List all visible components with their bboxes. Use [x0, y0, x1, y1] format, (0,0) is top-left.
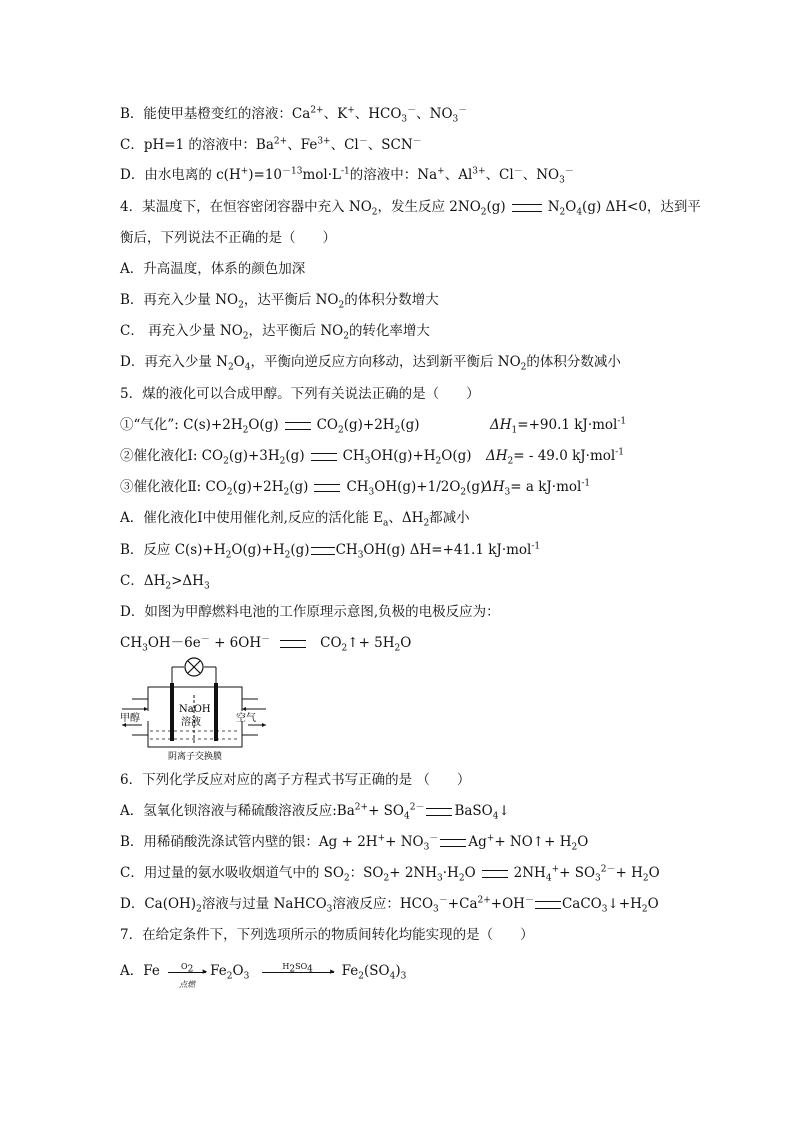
q5-option-c: C．$\Delta H_2>\Delta H_3$ — [120, 573, 210, 592]
electrolyte-label-2: 溶液 — [181, 717, 201, 728]
q7-stem: 7．在给定条件下，下列选项所示的物质间转化均能实现的是（ ） — [120, 927, 534, 943]
q5-stem: 5．煤的液化可以合成甲醇。下列有关说法正确的是（ ） — [120, 386, 480, 402]
q5-dh3: $\Delta H_3= a$ kJ·mol$^{-1}$ — [483, 478, 591, 498]
membrane-label: 阴离子交换膜 — [168, 752, 223, 762]
q5-dh1: $\Delta H_1=+90.1$ kJ·mol$^{-1}$ — [490, 416, 627, 436]
electrolyte-label-1: NaOH — [179, 704, 211, 715]
equilibrium-sign — [512, 204, 542, 212]
fuel-cell-diagram — [118, 655, 268, 763]
q6-option-c: C．用过量的氨水吸收烟道气中的 $SO_2$：$SO_2+ 2NH_3\cdot H_2O$ $2NH_4^++ SO_3^{2-}+ H_2O$ — [120, 864, 660, 884]
q7-option-a: A．Fe $O_2$ ▸ 点燃 $Fe_2O_3$ $H_2SO_4$ ▸ $Fe_2(SO_4)_3$ — [120, 962, 407, 989]
q4-stem-line2: 衡后，下列说法不正确的是（ ） — [120, 230, 336, 246]
q6-option-a: A．氢氧化钡溶液与稀硫酸溶液反应$:Ba^{2+}+ SO_4^{2-}$ BaSO$_4$↓ — [120, 802, 510, 822]
q4-option-c: C． 再充入少量 $NO_2$，达平衡后 $NO_2$的转化率增大 — [120, 323, 430, 342]
q5-option-a: A．催化液化Ⅰ中使用催化剂,反应的活化能 $E_a$、$\Delta H_2$都减小 — [120, 510, 470, 529]
q5-option-d-equation: $CH_3OH-6e^- + 6OH^-$ $CO_2↑+ 5H_2O$ — [120, 634, 412, 654]
q4-option-a: A．升高温度，体系的颜色加深 — [120, 261, 306, 277]
q5-equation-3: ③催化液化Ⅱ: $CO_2(g)+2H_2(g)$ $CH_3OH(g)+1/2O_2(g)$ — [120, 479, 486, 498]
q3-option-c: C．pH=1 的溶液中：$Ba^{2+}$、$Fe^{3+}$、Cl－、SCN－ — [120, 136, 422, 153]
reaction-arrow-1: $O_2$ ▸ 点燃 — [168, 970, 206, 973]
q3-option-d: D．由水电离的 $c(H^+)=10^{-13}mol\cdot L^{-1}$的溶液中：Na+、$Al^{3+}$、Cl－、$NO_3^-$ — [120, 166, 574, 186]
air-label: 空气 — [236, 713, 256, 724]
q4-option-d: D．再充入少量 $N_2O_4$，平衡向逆反应方向移动，达到新平衡后 $NO_2$的体积分数减小 — [120, 354, 621, 373]
q5-option-d: D．如图为甲醇燃料电池的工作原理示意图,负极的电极反应为： — [120, 604, 500, 620]
methanol-label: 甲醇 — [120, 713, 140, 724]
q3-option-b: B．能使甲基橙变红的溶液：$Ca^{2+}$、K+、$HCO_3^-$、$NO_3^-$ — [120, 105, 468, 125]
q5-equation-2: ②催化液化Ⅰ: $CO_2(g)+3H_2(g)$ $CH_3OH(g)+H_2O(g)$ — [120, 448, 472, 467]
q4-option-b: B．再充入少量 $NO_2$，达平衡后 $NO_2$的体积分数增大 — [120, 292, 439, 311]
reaction-arrow-2: $H_2SO_4$ ▸ — [262, 970, 334, 973]
q6-stem: 6．下列化学反应对应的离子方程式书写正确的是 （ ） — [120, 772, 471, 788]
q4-stem-line1: 4．某温度下，在恒容密闭容器中充入 $NO_2$，发生反应 $2NO_2(g)$ $N_2O_4(g)$ ΔH<0，达到平 — [120, 199, 701, 218]
q5-dh2: $\Delta H_2= - 49.0$ kJ·mol$^{-1}$ — [486, 447, 624, 467]
lamp-circle-x-icon — [185, 658, 203, 676]
q6-option-d: D．$Ca(OH)_2$溶液与过量 NaHCO$_3$溶液反应：$HCO_3^-+Ca^{2+}+OH^-$ $CaCO_3↓+H_2O$ — [120, 895, 659, 915]
q6-option-b: B．用稀硝酸洗涤试管内壁的银：$Ag + 2H^++ NO_3^-$ Ag++ NO↑+ $H_2O$ — [120, 833, 589, 853]
q5-option-b: B．反应 $C(s)+H_2O(g)+H_2(g)$ $CH_3OH(g)$ ΔH=+41.1 kJ·mol$^{-1}$ — [120, 541, 541, 561]
q5-equation-1: ①“气化”: $C(s)+2H_2O(g)$ $CO_2(g)+2H_2(g)$ — [120, 417, 420, 436]
